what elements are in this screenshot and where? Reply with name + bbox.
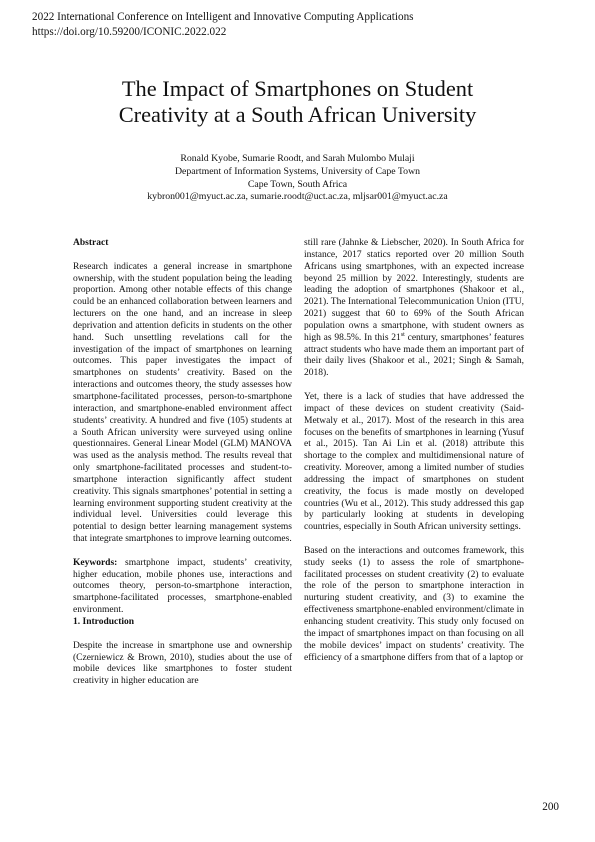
paper-title: [40, 76, 555, 128]
author-block: [40, 153, 555, 204]
keywords-section: [73, 558, 292, 617]
right-paragraph-1-part-b: century, smartphones’ features attract students who have made them an important part of their daily lives (Shakoor et al., 2021; Singh & Samah, 2018).: [304, 332, 524, 379]
keywords-text: smartphone impact, students’ creativity, higher education, mobile phones use, interactions and outcomes theory, person-to-smartphone interaction, smartphone-facilitated processes, smartphone-enabled environment.: [73, 557, 292, 616]
keywords-label: Keywords:: [73, 557, 118, 568]
title-line-1: The Impact of Smartphones on Student: [121, 76, 474, 101]
abstract-heading: Abstract: [73, 238, 109, 248]
left-column: [73, 238, 292, 688]
author-location: Cape Town, South Africa: [247, 178, 348, 190]
author-emails[interactable]: kybron001@myuct.ac.za, sumarie.roodt@uct.ac.za, mljsar001@myuct.ac.za: [147, 191, 448, 203]
right-paragraph-1-part-a: still rare (Jahnke & Liebscher, 2020). In South Africa for instance, 2017 statics reported over 20 million South Africans using smartphones, with an expected increase beyond 25 million by 2022. Interestingly, students are leading the adoption of smartphones (Shakoor et al., 2021). The International Telecommunication Union (ITU, 2021) suggest that 60 to 69% of the South African population owns a smartphone, with student owners as high as 98.5%. In this 21: [304, 238, 524, 343]
right-column: [304, 238, 524, 664]
abstract-text: Research indicates a general increase in smartphone ownership, with the student population being the leading proportion. Among other notable effects of this change could be an enhanced collaboration between learners and lecturers on the one hand, and an increase in sleep deprivation and attention deficits in students on the other hand. Such unsettling revelations call for the investigation of the impact of smartphones on learning outcomes. This paper investigates the impact of smartphones on students’ creativity. Based on the interactions and outcomes theory, the study assesses how smartphone-facilitated processes, person-to-smartphone interaction, and smartphone-enabled environment affect students’ creativity. A hundred and five (105) students at a South African university were surveyed using online questionnaires. General Linear Model (GLM) MANOVA was used as the analysis method. The results reveal that only smartphone-facilitated processes and student-to-smartphone interaction significantly affect student creativity. This signals smartphones’ potential in setting a learning environment supporting student creativity at the individual level. Universities could leverage this potential to design better learning management systems that integrate smartphones to improve learning outcomes.: [73, 261, 292, 545]
right-paragraph-2: Yet, there is a lack of studies that have addressed the impact of these devices on student creativity (Said-Metwaly et al., 2017). Most of the research in this area focuses on the benefits of smartphones in learning (Yusuf et al., 2015). Tan Ai Lin et al. (2018) attribute this shortage to the complex and multidimensional nature of creativity. Moreover, among a limited number of studies addressing the impact of smartphones on student creativity, the focus is made mostly on developed countries (Wu et al., 2012). This study addressed this gap by particularly looking at students in developing countries, especially in South African university settings.: [304, 391, 524, 533]
ordinal-superscript: st: [400, 331, 405, 338]
conference-header: [32, 10, 414, 39]
page-number: 200: [542, 801, 559, 813]
conference-name: 2022 International Conference on Intelligent and Innovative Computing Applications: [32, 11, 414, 23]
author-names: Ronald Kyobe, Sumarie Roodt, and Sarah Mulombo Mulaji: [180, 153, 415, 164]
right-paragraph-3: Based on the interactions and outcomes framework, this study seeks (1) to assess the role of smartphone-facilitated processes on student creativity (2) to evaluate the role of the person to smartphone interaction in nurturing student creativity, and (3) to examine the effectiveness smartphone-enabled environment/climate in enhancing student creativity. This study only focused on the impact of smartphones impact on than focusing on all the mobile devices’ impact on students’ creativity. The efficiency of a smartphone differs from that of a laptop or: [304, 545, 524, 663]
introduction-paragraph-1: Despite the increase in smartphone use and ownership (Czerniewicz & Brown, 2010), studies about the use of mobile devices like smartphones to foster student creativity in higher education are: [73, 640, 292, 687]
doi-link[interactable]: https://doi.org/10.59200/ICONIC.2022.022: [32, 25, 227, 38]
author-department: Department of Information Systems, University of Cape Town: [174, 165, 421, 177]
keywords-paragraph: [73, 558, 292, 617]
right-paragraph-1: [304, 238, 524, 380]
title-line-2: Creativity at a South African University: [118, 102, 477, 127]
introduction-heading: 1. Introduction: [73, 617, 135, 627]
